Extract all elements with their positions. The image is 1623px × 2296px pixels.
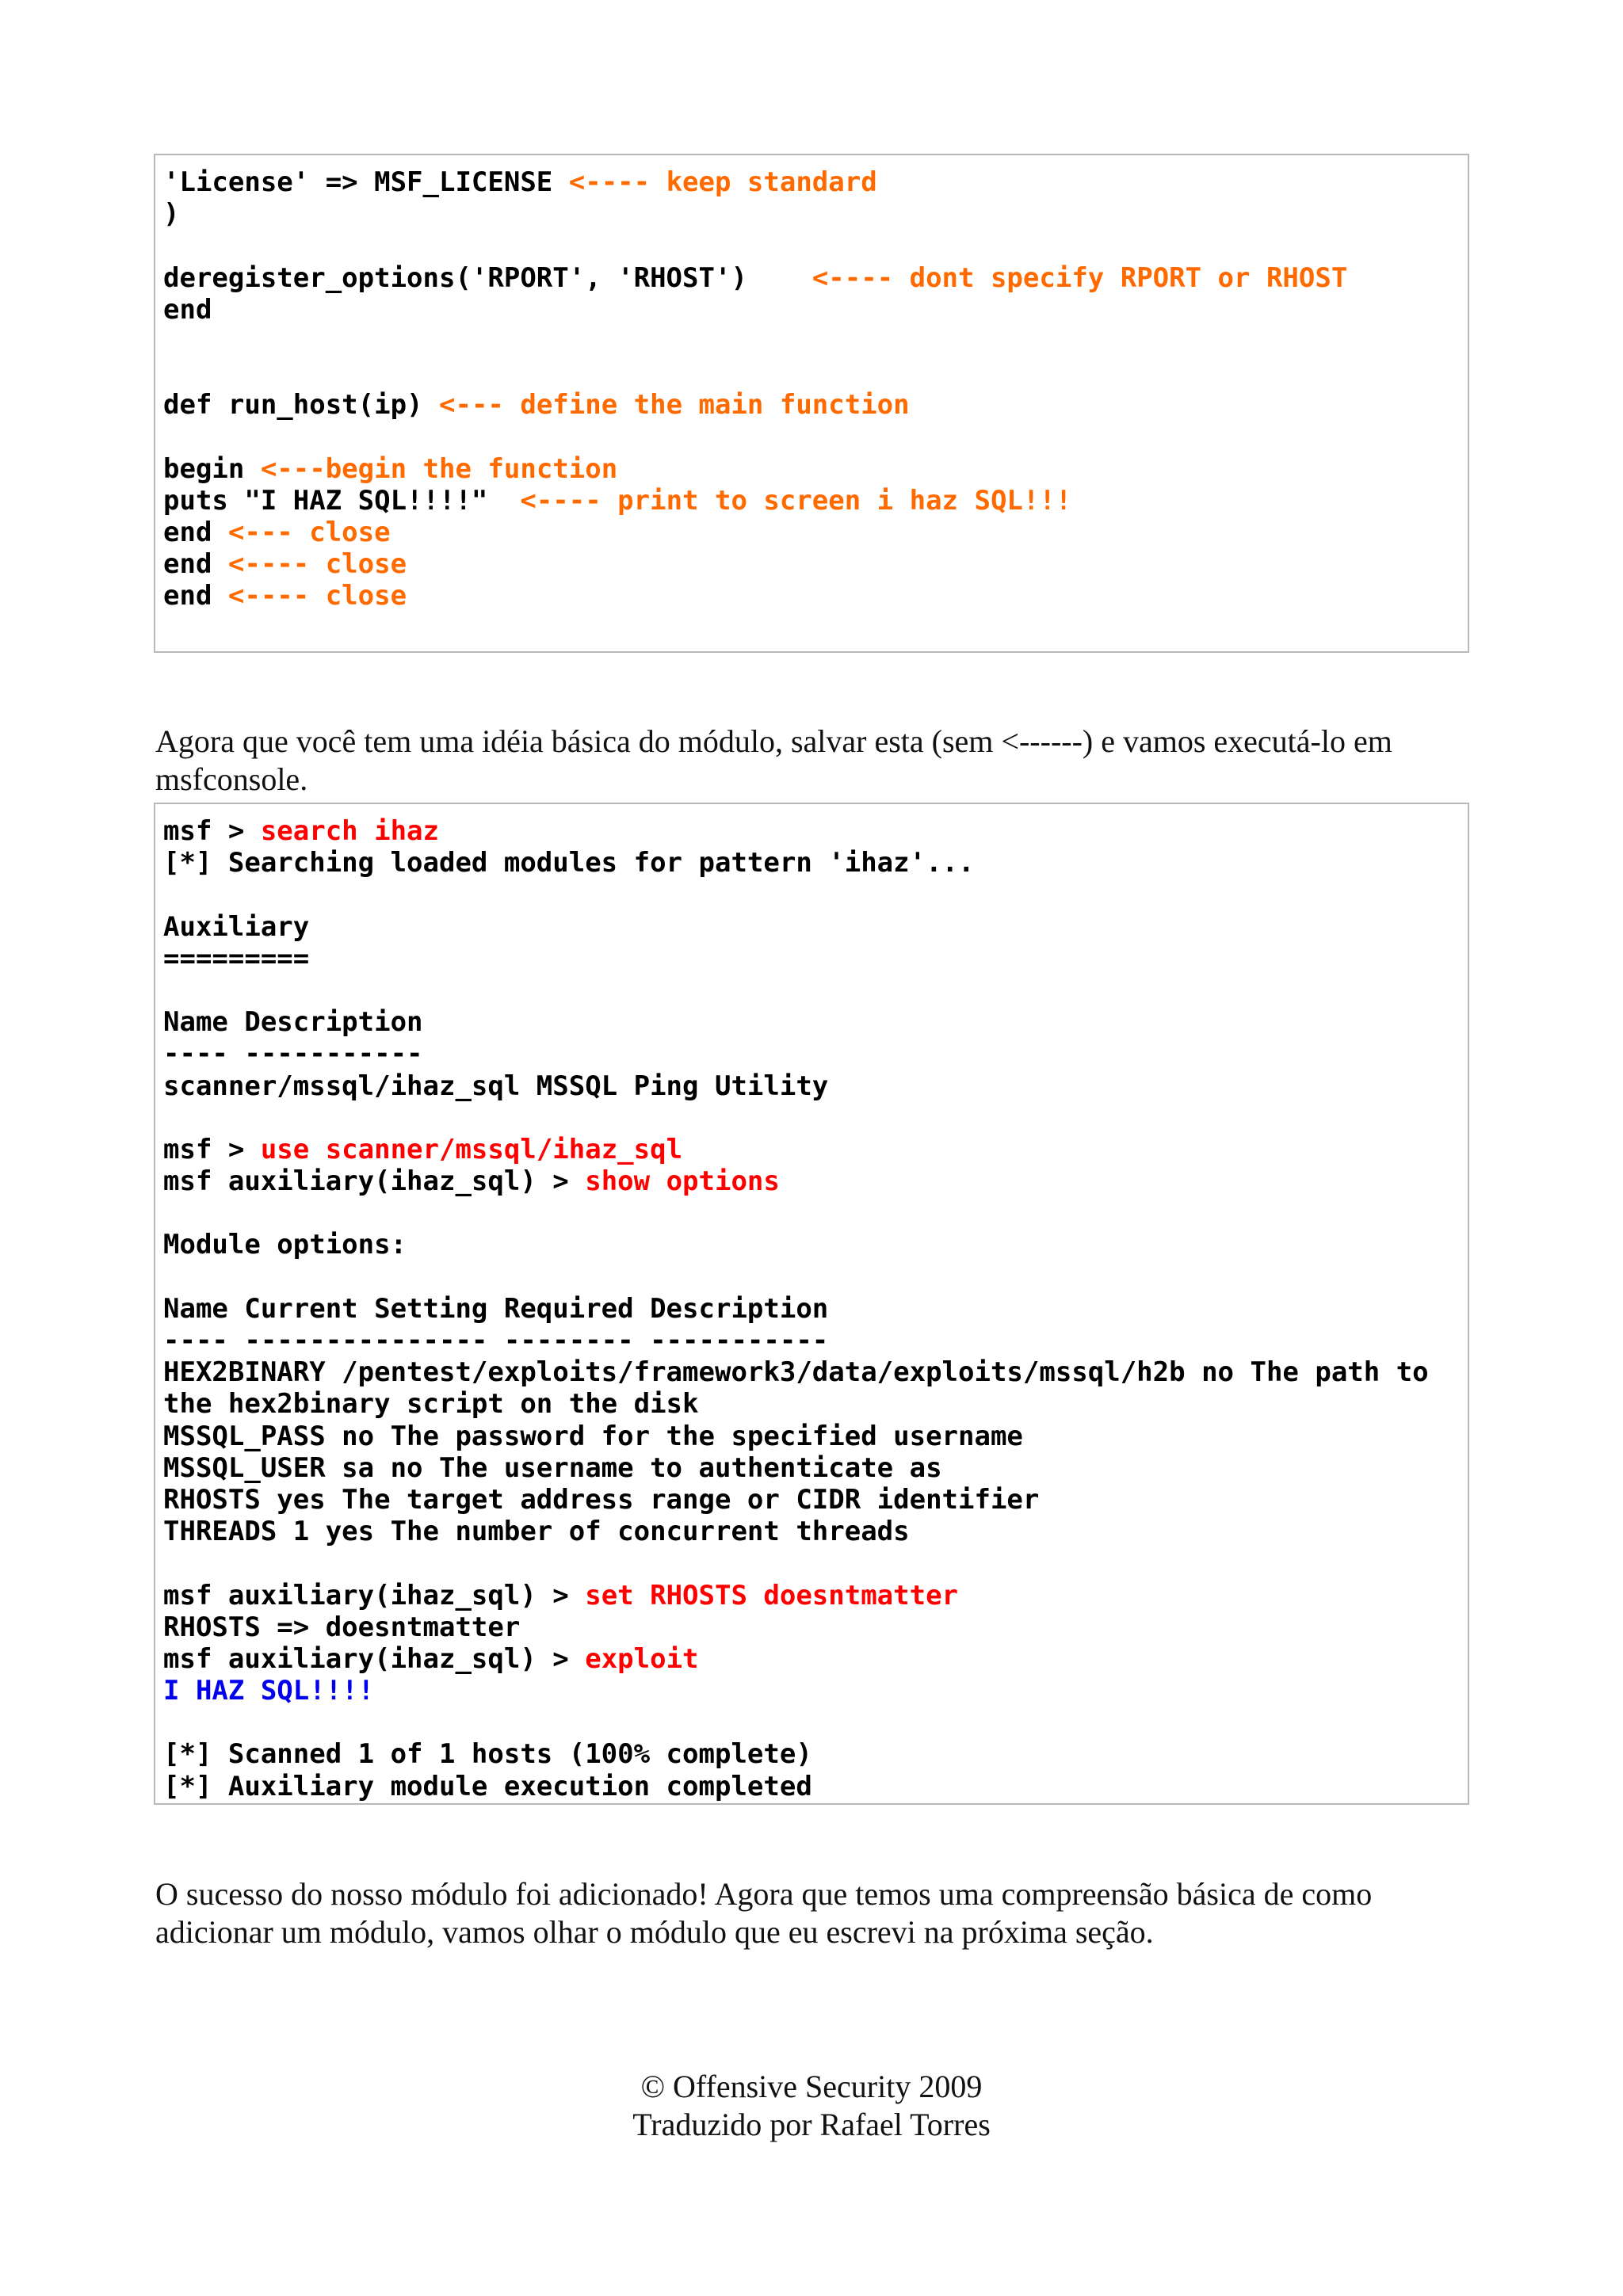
code-text: =========: [163, 942, 310, 974]
code-line: [163, 198, 1460, 230]
code-comment: <---- close: [227, 580, 407, 612]
blank-line: [163, 421, 1460, 453]
code-line: [163, 294, 1460, 326]
code-text: RHOSTS => doesntmatter: [163, 1611, 521, 1643]
blank-line: [163, 1547, 1460, 1579]
paragraph-intro: Agora que você tem uma idéia básica do módulo, salvar esta (sem <------) e vamos executá-lo em msfconsole.: [155, 723, 1392, 797]
typed-command: use scanner/mssql/ihaz_sql: [260, 1133, 683, 1165]
code-line: [163, 1356, 1460, 1388]
code-text: ---- -----------: [163, 1038, 423, 1070]
blank-line: [163, 1261, 1460, 1293]
code-line: [163, 453, 1460, 485]
code-line: [163, 1038, 1460, 1070]
code-line: [163, 1293, 1460, 1325]
blank-line: [163, 230, 1460, 261]
code-line: [163, 1229, 1460, 1261]
code-line: [163, 1165, 1460, 1197]
paragraph-conclusion: O sucesso do nosso módulo foi adicionado! Agora que temos uma compreensão básica de como adicionar um módulo, vamos olhar o módulo que eu escrevi na próxima seção.: [155, 1876, 1373, 1950]
typed-command: exploit: [585, 1642, 699, 1675]
code-text: msf auxiliary(ihaz_sql) >: [163, 1642, 586, 1675]
code-line: [163, 1452, 1460, 1484]
blank-line: [163, 357, 1460, 389]
footer-copyright: © Offensive Security 2009: [640, 2069, 983, 2104]
code-line: [163, 580, 1460, 612]
code-text: [*] Scanned 1 of 1 hosts (100% complete): [163, 1738, 812, 1771]
code-text: msf auxiliary(ihaz_sql) >: [163, 1165, 586, 1198]
code-text: msf >: [163, 1133, 261, 1165]
page-footer: [0, 2068, 1623, 2144]
code-text: HEX2BINARY /pentest/exploits/framework3/data/exploits/mssql/h2b no The path to: [163, 1356, 1429, 1389]
code-line: [163, 1643, 1460, 1675]
code-text: end: [163, 580, 228, 612]
code-line: [163, 911, 1460, 943]
code-line: [163, 517, 1460, 548]
code-text: end: [163, 293, 212, 326]
code-text: MSSQL_PASS no The password for the specified username: [163, 1420, 1023, 1452]
code-listing: [163, 166, 1460, 612]
blank-line: [163, 1102, 1460, 1134]
blank-line: [163, 974, 1460, 1006]
code-comment: <---- keep standard: [568, 166, 877, 198]
code-comment: <---begin the function: [260, 452, 618, 485]
code-text: puts "I HAZ SQL!!!!": [163, 484, 521, 517]
code-comment: <--- close: [227, 517, 391, 549]
code-line: [163, 1006, 1460, 1038]
code-line: [163, 1134, 1460, 1165]
code-line: [163, 548, 1460, 580]
code-line: [163, 1484, 1460, 1516]
code-text: Name Current Setting Required Description: [163, 1292, 829, 1325]
code-comment: <---- close: [227, 548, 407, 581]
module-output: I HAZ SQL!!!!: [163, 1675, 375, 1707]
code-text: THREADS 1 yes The number of concurrent threads: [163, 1516, 910, 1548]
code-line: [163, 389, 1460, 421]
typed-command: set RHOSTS doesntmatter: [585, 1579, 959, 1611]
code-line: [163, 262, 1460, 294]
footer-translator: Traduzido por Rafael Torres: [632, 2107, 991, 2142]
code-text: begin: [163, 452, 261, 485]
code-comment: <--- define the main function: [439, 389, 910, 421]
code-text: msf >: [163, 815, 261, 847]
code-text: MSSQL_USER sa no The username to authenticate as: [163, 1451, 942, 1484]
code-text: end: [163, 517, 228, 549]
code-line: [163, 1421, 1460, 1452]
code-text: Auxiliary: [163, 910, 310, 943]
code-text: the hex2binary script on the disk: [163, 1388, 699, 1421]
blank-line: [163, 1197, 1460, 1229]
code-text: Module options:: [163, 1229, 407, 1261]
code-line: [163, 1070, 1460, 1102]
typed-command: search ihaz: [260, 815, 439, 847]
typed-command: show options: [585, 1165, 780, 1198]
code-line: [163, 1516, 1460, 1547]
code-text: ---- --------------- -------- -----------: [163, 1325, 829, 1356]
code-line: [163, 485, 1460, 517]
code-text: scanner/mssql/ihaz_sql MSSQL Ping Utility: [163, 1070, 829, 1102]
code-line: [163, 847, 1460, 879]
code-text: ): [163, 198, 180, 231]
blank-line: [163, 1707, 1460, 1738]
code-comment: <---- dont specify RPORT or RHOST: [812, 261, 1348, 294]
blank-line: [163, 326, 1460, 357]
code-line: [163, 943, 1460, 974]
code-block-module-source: [154, 154, 1469, 653]
code-line: [163, 815, 1460, 847]
code-line: [163, 1611, 1460, 1643]
code-text: [*] Searching loaded modules for pattern 'ihaz'...: [163, 847, 975, 879]
code-line: [163, 1388, 1460, 1420]
code-text: RHOSTS yes The target address range or CIDR identifier: [163, 1483, 1040, 1516]
console-listing: [163, 815, 1460, 1802]
code-line: [163, 1325, 1460, 1356]
code-line: [163, 1675, 1460, 1707]
blank-line: [163, 879, 1460, 910]
code-text: msf auxiliary(ihaz_sql) >: [163, 1579, 586, 1611]
code-text: Name Description: [163, 1006, 423, 1039]
code-text: end: [163, 548, 228, 581]
code-block-msfconsole-session: [154, 803, 1469, 1805]
code-text: def run_host(ip): [163, 389, 439, 421]
code-line: [163, 1771, 1460, 1802]
code-line: [163, 1580, 1460, 1611]
code-line: [163, 166, 1460, 198]
code-comment: <---- print to screen i haz SQL!!!: [520, 484, 1072, 517]
code-line: [163, 1738, 1460, 1770]
code-text: 'License' => MSF_LICENSE: [163, 166, 569, 198]
code-text: [*] Auxiliary module execution completed: [163, 1770, 812, 1802]
code-text: deregister_options('RPORT', 'RHOST'): [163, 261, 812, 294]
